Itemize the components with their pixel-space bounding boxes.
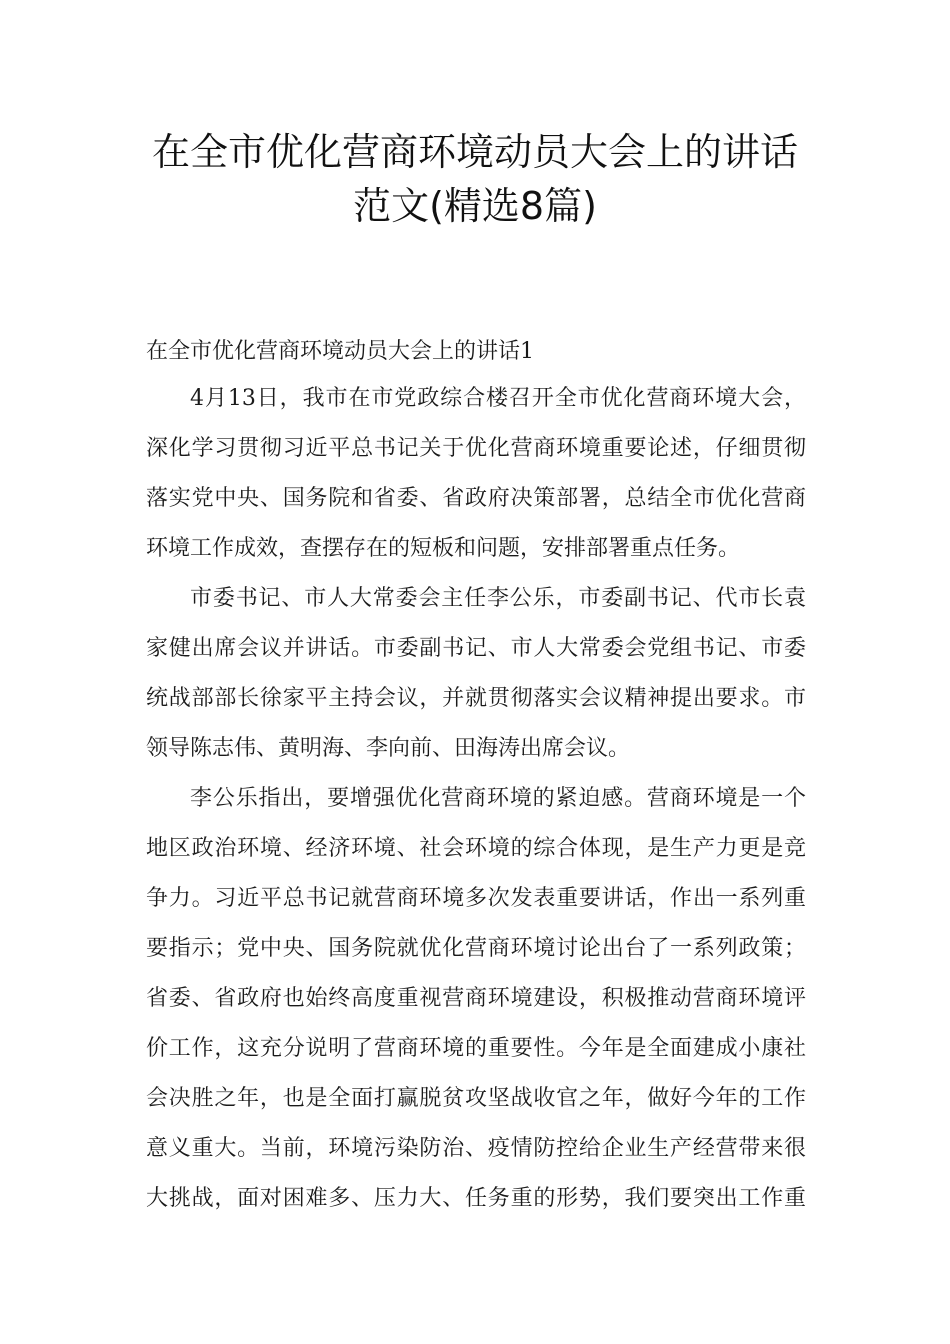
paragraph-3-line-2: 地区政治环境、经济环境、社会环境的综合体现，是生产力更是竞 — [146, 836, 806, 861]
document-title-line-1: 在全市优化营商环境动员大会上的讲话 — [151, 130, 798, 174]
paragraph-3-line-8: 意义重大。当前，环境污染防治、疫情防控给企业生产经营带来很 — [146, 1136, 806, 1161]
paragraph-2-line-2: 家健出席会议并讲话。市委副书记、市人大常委会党组书记、市委 — [146, 636, 806, 661]
paragraph-2-line-3: 统战部部长徐家平主持会议，并就贯彻落实会议精神提出要求。市 — [146, 686, 806, 711]
paragraph-1-line-1: 4月13日，我市在市党政综合楼召开全市优化营商环境大会， — [190, 386, 806, 411]
paragraph-3-line-1: 李公乐指出，要增强优化营商环境的紧迫感。营商环境是一个 — [190, 786, 806, 811]
paragraph-2-line-1: 市委书记、市人大常委会主任李公乐，市委副书记、代市长袁 — [190, 586, 806, 611]
paragraph-3-line-5: 省委、省政府也始终高度重视营商环境建设，积极推动营商环境评 — [146, 986, 806, 1011]
paragraph-1-line-3: 落实党中央、国务院和省委、省政府决策部署，总结全市优化营商 — [146, 486, 806, 511]
paragraph-1-line-4: 环境工作成效，查摆存在的短板和问题，安排部署重点任务。 — [146, 536, 741, 561]
section-heading: 在全市优化营商环境动员大会上的讲话1 — [146, 339, 534, 364]
paragraph-3-line-3: 争力。习近平总书记就营商环境多次发表重要讲话，作出一系列重 — [146, 886, 806, 911]
paragraph-3-line-6: 价工作，这充分说明了营商环境的重要性。今年是全面建成小康社 — [146, 1036, 806, 1061]
paragraph-1-line-2: 深化学习贯彻习近平总书记关于优化营商环境重要论述，仔细贯彻 — [146, 436, 806, 461]
document-title-line-2: 范文(精选8篇) — [353, 184, 597, 228]
paragraph-3-line-4: 要指示；党中央、国务院就优化营商环境讨论出台了一系列政策； — [146, 936, 806, 961]
paragraph-2-line-4: 领导陈志伟、黄明海、李向前、田海涛出席会议。 — [146, 736, 631, 761]
paragraph-3-line-7: 会决胜之年，也是全面打赢脱贫攻坚战收官之年，做好今年的工作 — [146, 1086, 806, 1111]
paragraph-3-line-9: 大挑战，面对困难多、压力大、任务重的形势，我们要突出工作重 — [146, 1186, 806, 1211]
